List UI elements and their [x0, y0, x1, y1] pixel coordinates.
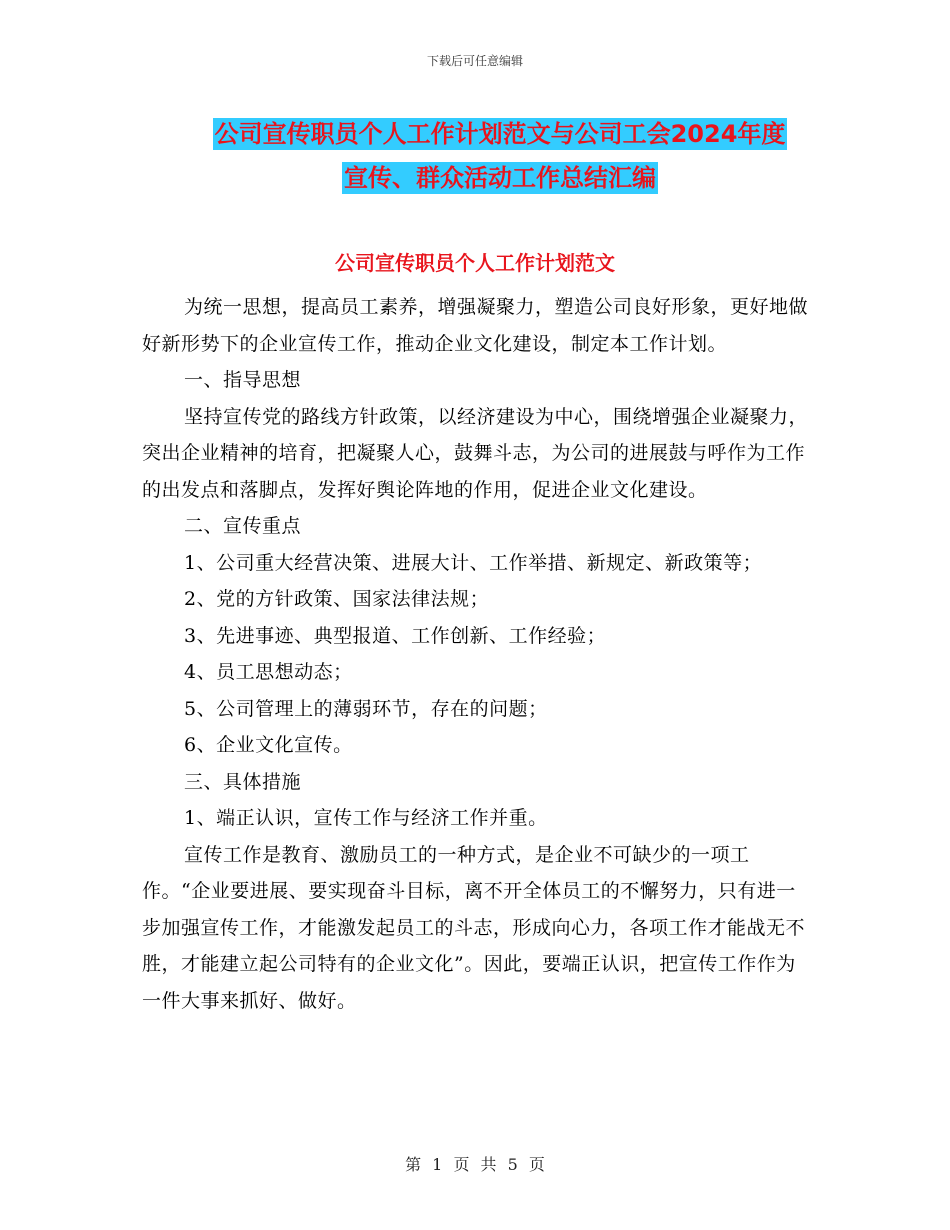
section-title: 公司宣传职员个人工作计划范文: [335, 251, 615, 275]
header-note: 下载后可任意编辑: [426, 54, 523, 68]
list-item: 3、先进事迹、典型报道、工作创新、工作经验；: [184, 624, 607, 647]
list-item: 4、员工思想动态；: [184, 661, 353, 683]
document-title: [140, 112, 860, 200]
document-title-line-2: 宣传、群众活动工作总结汇编: [344, 164, 656, 192]
heading-specific-measures: 三、具体措施: [184, 770, 302, 793]
intro-paragraph: 为统一思想，提高员工素养，增强凝聚力，塑造公司良好形象，更好地做好新形势下的企业宣传工作，推动企业文化建设，制定本工作计划。: [142, 296, 809, 355]
document-title-line-1: 公司宣传职员个人工作计划范文与公司工会2024年度: [214, 120, 786, 148]
measure-paragraph: 宣传工作是教育、激励员工的一种方式，是企业不可缺少的一项工作。“企业要进展、要实现奋斗目标，离不开全体员工的不懈努力，只有进一步加强宣传工作，才能激发起员工的斗志，形成向心力，各项工作才能战无不胜，才能建立起公司特有的企业文化”。因此，要端正认识，把宣传工作作为一件大事来抓好、做好。: [142, 843, 806, 1012]
list-item: 5、公司管理上的薄弱环节，存在的问题；: [184, 697, 548, 720]
list-item: 2、党的方针政策、国家法律法规；: [184, 588, 490, 610]
measure-item: 1、端正认识，宣传工作与经济工作并重。: [184, 807, 548, 829]
guiding-ideology-paragraph: 坚持宣传党的路线方针政策，以经济建设为中心，围绕增强企业凝聚力，突出企业精神的培育，把凝聚人心，鼓舞斗志，为公司的进展鼓与呼作为工作的出发点和落脚点，发挥好舆论阵地的作用，促进企业文化建设。: [142, 405, 809, 501]
heading-publicity-focus: 二、宣传重点: [184, 515, 302, 537]
heading-guiding-ideology: 一、指导思想: [184, 369, 302, 391]
document-body: [142, 289, 814, 1019]
list-item: 1、公司重大经营决策、进展大计、工作举措、新规定、新政策等；: [184, 551, 763, 574]
page-footer: 第 1 页 共 5 页: [405, 1155, 545, 1174]
list-item: 6、企业文化宣传。: [184, 734, 353, 756]
